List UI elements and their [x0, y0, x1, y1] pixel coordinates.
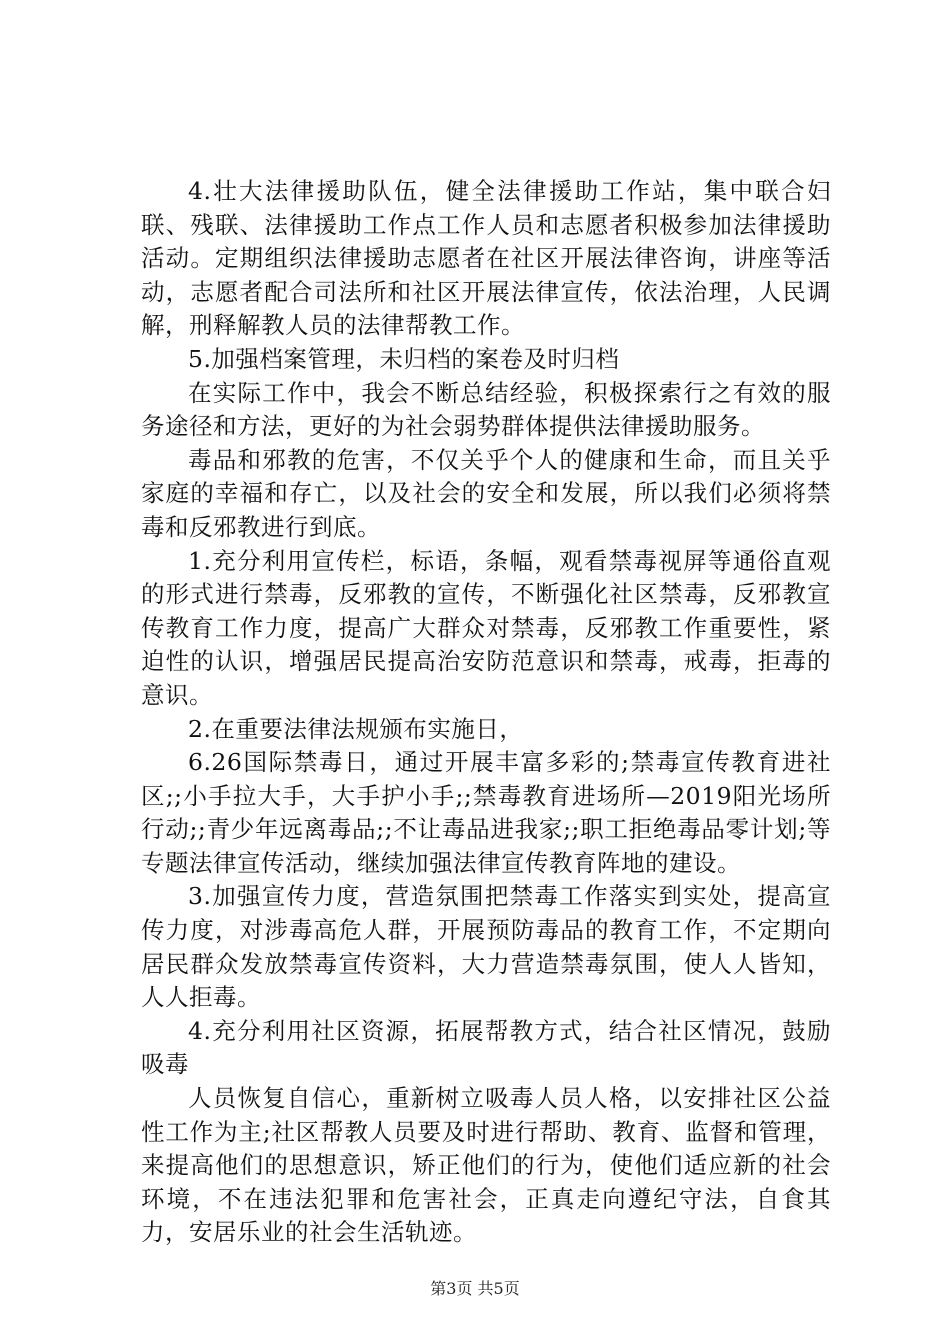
paragraph: 人员恢复自信心，重新树立吸毒人员人格，以安排社区公益性工作为主;社区帮教人员要及时进行帮助、教育、监督和管理，来提高他们的思想意识，矫正他们的行为，使他们适应新的社会环境，不在违法犯罪和危害社会，正真走向遵纪守法，自食其力，安居乐业的社会生活轨迹。	[141, 1084, 831, 1247]
page-number-footer: 第3页 共5页	[430, 1279, 520, 1298]
paragraph: 毒品和邪教的危害，不仅关乎个人的健康和生命，而且关乎家庭的幸福和存亡，以及社会的安全和发展，所以我们必须将禁毒和反邪教进行到底。	[141, 445, 831, 541]
paragraph: 3.加强宣传力度，营造氛围把禁毒工作落实到实处，提高宣传力度，对涉毒高危人群，开展预防毒品的教育工作，不定期向居民群众发放禁毒宣传资料，大力营造禁毒氛围，使人人皆知，人人拒毒。	[141, 882, 831, 1012]
paragraph: 4.充分利用社区资源，拓展帮教方式，结合社区情况，鼓励吸毒	[141, 1016, 831, 1079]
paragraph: 4.壮大法律援助队伍，健全法律援助工作站，集中联合妇联、残联、法律援助工作点工作人员和志愿者积极参加法律援助活动。定期组织法律援助志愿者在社区开展法律咨询，讲座等活动，志愿者配合司法所和社区开展法律宣传，依法治理，人民调解，刑释解教人员的法律帮教工作。	[141, 177, 831, 340]
paragraph: 6.26国际禁毒日，通过开展丰富多彩的;禁毒宣传教育进社区;;小手拉大手，大手护小手;;禁毒教育进场所—2019阳光场所行动;;青少年远离毒品;;不让毒品进我家;;职工拒绝毒品零计划;等专题法律宣传活动，继续加强法律宣传教育阵地的建设。	[141, 748, 831, 877]
paragraph: 2.在重要法律法规颁布实施日，	[188, 714, 524, 743]
paragraph: 5.加强档案管理，未归档的案卷及时归档	[188, 344, 620, 373]
document-body	[141, 175, 831, 1250]
paragraph: 1.充分利用宣传栏，标语，条幅，观看禁毒视屏等通俗直观的形式进行禁毒，反邪教的宣传，不断强化社区禁毒，反邪教宣传教育工作力度，提高广大群众对禁毒，反邪教工作重要性，紧迫性的认识，增强居民提高治安防范意识和禁毒，戒毒，拒毒的意识。	[141, 546, 831, 709]
paragraph: 在实际工作中，我会不断总结经验，积极探索行之有效的服务途径和方法，更好的为社会弱势群体提供法律援助服务。	[141, 378, 831, 441]
